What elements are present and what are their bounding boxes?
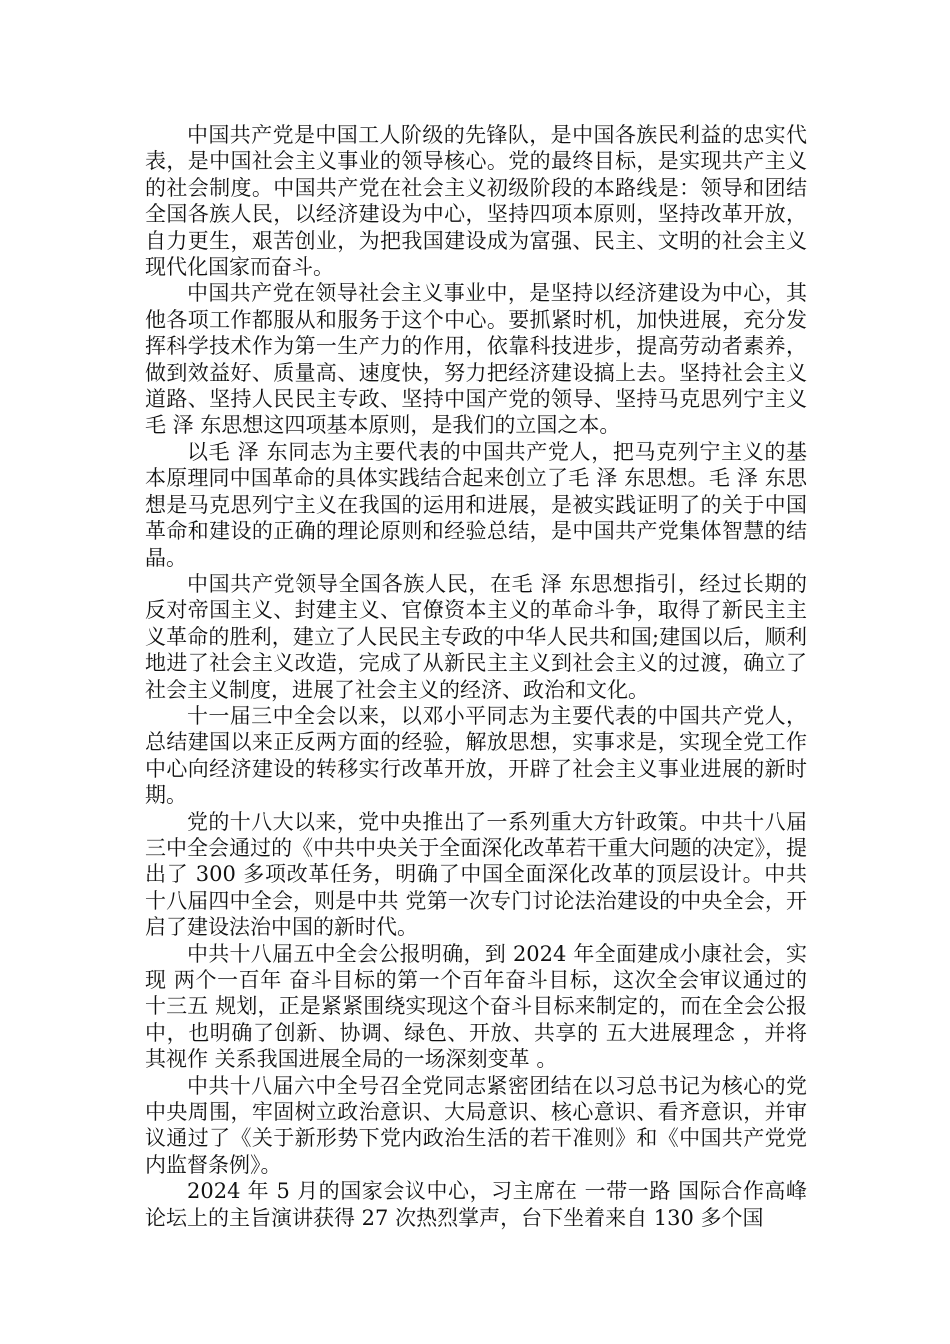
- paragraph: 党的十八大以来，党中央推出了一系列重大方针政策。中共十八届三中全会通过的《中共中央关于全面深化改革若干重大问题的决定》，提出了 300 多项改革任务，明确了中国全面深化改革的顶层设计。中共十八届四中全会，则是中共 党第一次专门讨论法治建设的中央全会，开启了建设法治中国的新时代。: [145, 809, 807, 940]
- paragraph: 中共十八届六中全号召全党同志紧密团结在以习总书记为核心的党中央周围，牢固树立政治意识、大局意识、核心意识、看齐意识，并审议通过了《关于新形势下党内政治生活的若干准则》和《中国共产党党内监督条例》。: [145, 1073, 807, 1177]
- paragraph: 中国共产党领导全国各族人民，在毛 泽 东思想指引，经过长期的反对帝国主义、封建主义、官僚资本主义的革命斗争，取得了新民主主义革命的胜利，建立了人民民主专政的中华人民共和国;建国以后，顺利地进了社会主义改造，完成了从新民主主义到社会主义的过渡，确立了社会主义制度，进展了社会主义的经济、政治和文化。: [145, 571, 807, 702]
- paragraph: 中共十八届五中全会公报明确，到 2024 年全面建成小康社会，实现 两个一百年 奋斗目标的第一个百年奋斗目标，这次全会审议通过的 十三五 规划，正是紧紧围绕实现这个奋斗目标来制定的，而在全会公报中，也明确了创新、协调、绿色、开放、共享的 五大进展理念 ，并将其视作 关系我国进展全局的一场深刻变革 。: [145, 941, 807, 1072]
- document-body: [145, 122, 807, 1231]
- paragraph: 中国共产党在领导社会主义事业中，是坚持以经济建设为中心，其他各项工作都服从和服务于这个中心。要抓紧时机，加快进展，充分发挥科学技术作为第一生产力的作用，依靠科技进步，提高劳动者素养，做到效益好、质量高、速度快，努力把经济建设搞上去。坚持社会主义道路、坚持人民民主专政、坚持中国产党的领导、坚持马克思列宁主义毛 泽 东思想这四项基本原则，是我们的立国之本。: [145, 281, 807, 438]
- paragraph: 以毛 泽 东同志为主要代表的中国共产党人，把马克列宁主义的基本原理同中国革命的具体实践结合起来创立了毛 泽 东思想。毛 泽 东思想是马克思列宁主义在我国的运用和进展，是被实践证明了的关于中国革命和建设的正确的理论原则和经验总结，是中国共产党集体智慧的结晶。: [145, 439, 807, 570]
- paragraph: 中国共产党是中国工人阶级的先锋队，是中国各族民利益的忠实代表，是中国社会主义事业的领导核心。党的最终目标，是实现共产主义的社会制度。中国共产党在社会主义初级阶段的本路线是：领导和团结全国各族人民，以经济建设为中心，坚持四项本原则，坚持改革开放，自力更生，艰苦创业，为把我国建设成为富强、民主、文明的社会主义现代化国家而奋斗。: [145, 123, 807, 280]
- paragraph: 十一届三中全会以来，以邓小平同志为主要代表的中国共产党人，总结建国以来正反两方面的经验，解放思想，实事求是，实现全党工作中心向经济建设的转移实行改革开放，开辟了社会主义事业进展的新时期。: [145, 703, 807, 808]
- paragraph: 2024 年 5 月的国家会议中心，习主席在 一带一路 国际合作高峰论坛上的主旨演讲获得 27 次热烈掌声，台下坐着来自 130 多个国: [145, 1179, 807, 1230]
